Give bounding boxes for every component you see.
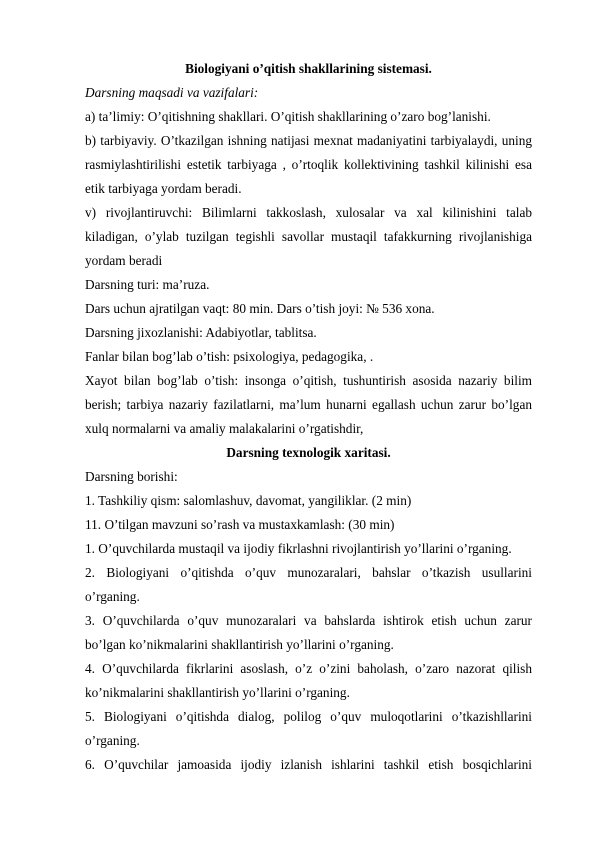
goal-b-line: rasmiylashtirilishi estetik tarbiyaga , o’rtoqlik kollektivining tashkil kilinishi esa xyxy=(85,157,532,172)
lesson-time-line: Dars uchun ajratilgan vaqt: 80 min. Dars o’tish joyi: № 536 xona. xyxy=(85,301,435,316)
list-item-4-cont: ko’nikmalarini shakllantirish yo’llarini o’rganing. xyxy=(85,685,350,700)
tech-map-title: Darsning texnologik xaritasi. xyxy=(226,445,391,460)
document-body xyxy=(85,57,532,777)
progress-label: Darsning borishi: xyxy=(85,469,178,484)
lesson-type-line: Darsning turi: ma’ruza. xyxy=(85,277,210,292)
goals-heading: Darsning maqsadi va vazifalari: xyxy=(85,85,259,100)
list-item-2-cont: o’rganing. xyxy=(85,589,140,604)
goal-a-line: a) ta’limiy: O’qitishning shakllari. O’qitish shakllarining o’zaro bog’lanishi. xyxy=(85,109,491,124)
list-item-4: 4. O’quvchilarda fikrlarini asoslash, o’z o’zini baholash, o’zaro nazorat qilish xyxy=(85,661,532,676)
list-item-5-cont: o’rganing. xyxy=(85,733,140,748)
subjects-link-line: Fanlar bilan bog’lab o’tish: psixologiya, pedagogika, . xyxy=(85,349,374,364)
life-link-line: berish; tarbiya nazariy fazilatlarni, ma’lum hunarni egallash uchun zarur bo’lgan xyxy=(85,397,532,412)
life-link-line: Xayot bilan bog’lab o’tish: insonga o’qitish, tushuntirish asosida nazariy bilim xyxy=(85,373,532,388)
step-11-line: 11. O’tilgan mavzuni so’rash va mustaxkamlash: (30 min) xyxy=(85,517,395,532)
list-item-3-cont: bo’lgan ko’nikmalarini shakllantirish yo’llarini o’rganing. xyxy=(85,637,394,652)
goal-b-line: b) tarbiyaviy. O’tkazilgan ishning natijasi mexnat madaniyatini tarbiyalaydi, uning xyxy=(85,133,532,148)
list-item-6: 6. O’quvchilar jamoasida ijodiy izlanish ishlarini tashkil etish bosqichlarini xyxy=(85,757,532,772)
list-item-1: 1. O’quvchilarda mustaqil va ijodiy fikrlashni rivojlantirish yo’llarini o’rganing. xyxy=(85,541,512,556)
list-item-3: 3. O’quvchilarda o’quv munozaralari va bahslarda ishtirok etish uchun zarur xyxy=(85,613,532,628)
goal-b-line: etik tarbiyaga yordam beradi. xyxy=(85,181,242,196)
life-link-line: xulq normalarni va amaliy malakalarini o’rgatishdir, xyxy=(85,421,364,436)
lesson-equipment-line: Darsning jixozlanishi: Adabiyotlar, tablitsa. xyxy=(85,325,317,340)
goal-v-line: yordam beradi xyxy=(85,253,163,268)
list-item-2: 2. Biologiyani o’qitishda o’quv munozaralari, bahslar o’tkazish usullarini xyxy=(85,565,532,580)
document-title: Biologiyani o’qitish shakllarining sistemasi. xyxy=(185,61,432,76)
goal-v-line: kiladigan, o’ylab tuzilgan tegishli savollar mustaqil tafakkurning rivojlanishiga xyxy=(85,229,532,244)
list-item-5: 5. Biologiyani o’qitishda dialog, polilog o’quv muloqotlarini o’tkazishllarini xyxy=(85,709,532,724)
goal-v-line: v) rivojlantiruvchi: Bilimlarni takkoslash, xulosalar va xal kilinishini talab xyxy=(85,205,532,220)
step-1-line: 1. Tashkiliy qism: salomlashuv, davomat, yangiliklar. (2 min) xyxy=(85,493,412,508)
